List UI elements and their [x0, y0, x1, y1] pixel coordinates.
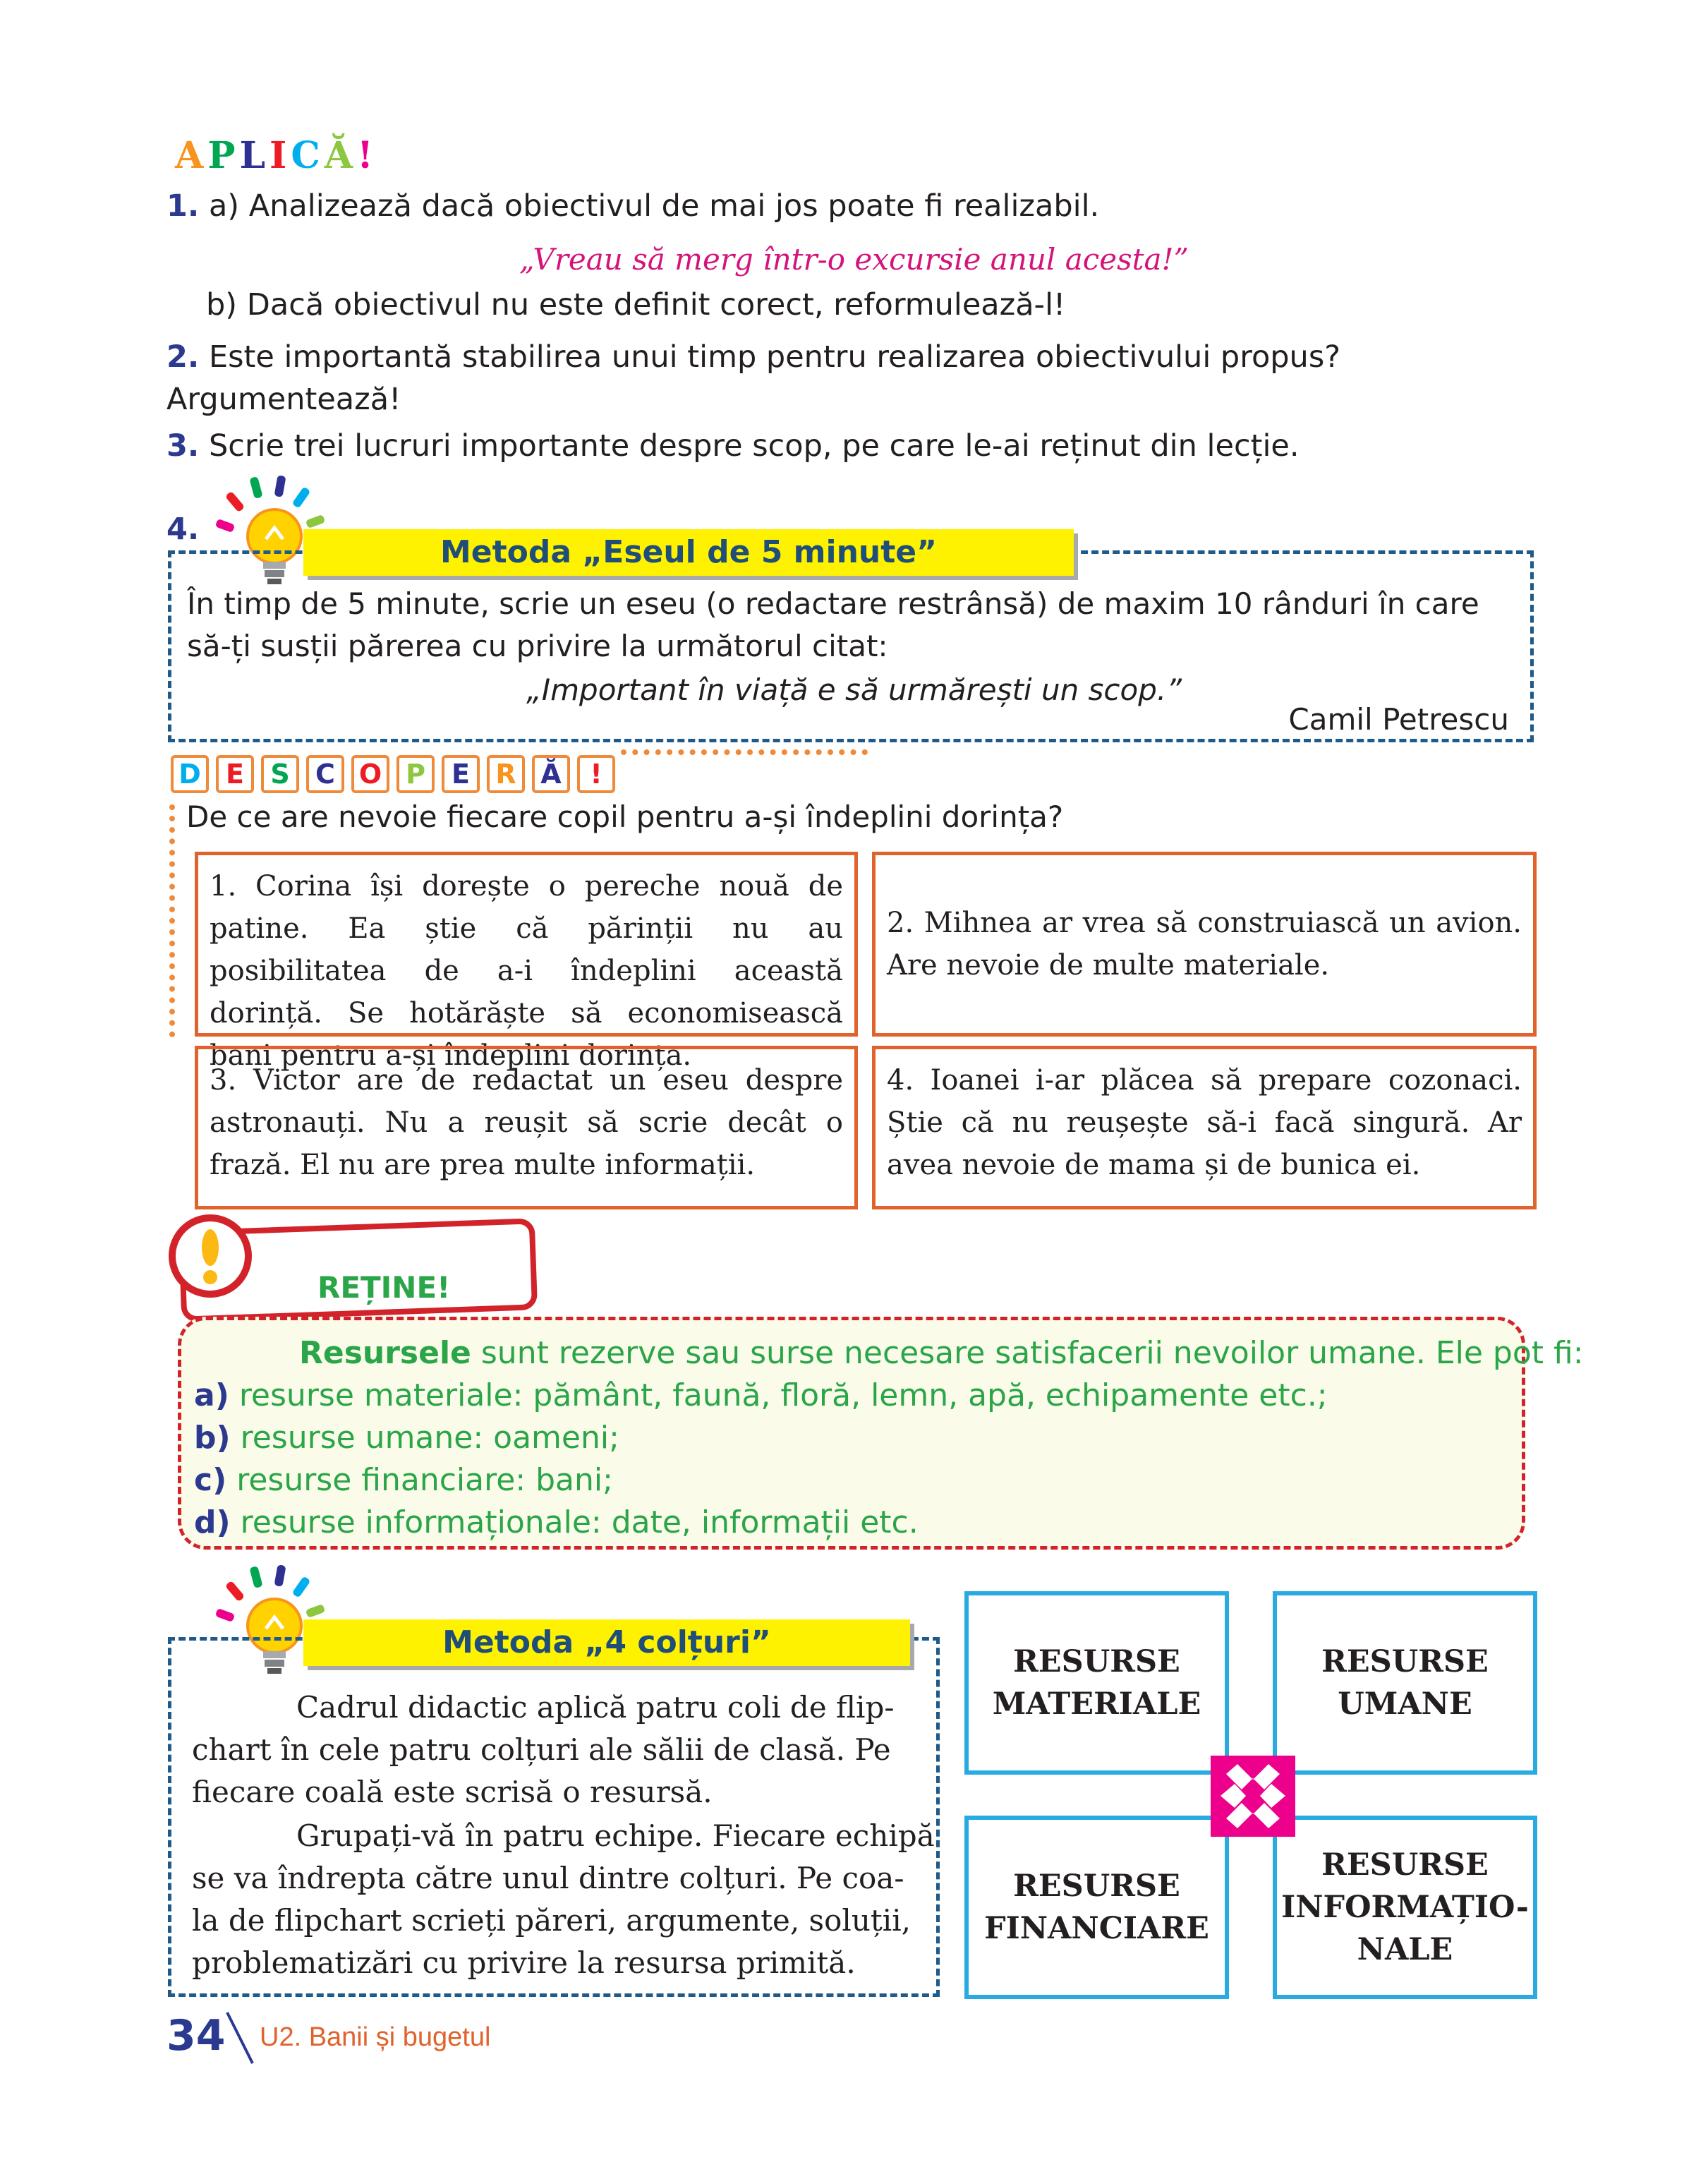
resource-label: RESURSE: [1013, 1644, 1180, 1679]
resource-label: FINANCIARE: [984, 1911, 1209, 1946]
retine-item: [194, 1502, 919, 1544]
aplica-letter: A: [175, 134, 208, 177]
method-eseu-text-line2: să-ți susții părerea cu privire la următorul citat:: [187, 629, 888, 663]
retine-item: [194, 1417, 619, 1459]
resource-label: INFORMAȚIO-: [1281, 1890, 1529, 1925]
resource-box-financiare: [964, 1816, 1229, 1999]
connector-cross-icon: [1211, 1756, 1295, 1837]
resource-label: UMANE: [1338, 1686, 1472, 1722]
resource-label: RESURSE: [1321, 1644, 1489, 1679]
descopera-letter: O: [351, 755, 389, 793]
aplica-letter: Ă: [324, 134, 358, 177]
retine-title: REȚINE!: [317, 1270, 451, 1305]
case-box-2: [872, 852, 1537, 1037]
retine-item-text: resurse informaționale: date, informații etc.: [240, 1504, 919, 1540]
exercise-1a-text: a) Analizează dacă obiectivul de mai jos poate fi realizabil.: [208, 188, 1100, 224]
unit-title: U2. Banii și bugetul: [260, 2022, 491, 2052]
retine-item-label: a): [194, 1377, 229, 1413]
descopera-letter: E: [216, 755, 254, 793]
aplica-letter: I: [269, 134, 291, 177]
retine-item: [194, 1375, 1328, 1417]
retine-item-label: c): [194, 1462, 227, 1498]
exercise-3: [166, 425, 1300, 467]
exercise-number: 1.: [166, 188, 200, 224]
exercise-4-number: 4.: [166, 512, 200, 547]
page-number: 34: [166, 2011, 226, 2060]
exercise-3-text: Scrie trei lucruri importante despre scop, pe care le-ai reținut din lecție.: [208, 428, 1300, 464]
retine-item-text: resurse materiale: pământ, faună, floră, lemn, apă, echipamente etc.;: [238, 1377, 1328, 1413]
method-eseu-title: Metoda „Eseul de 5 minute”: [303, 529, 1074, 576]
exercise-number: 3.: [166, 428, 200, 464]
descopera-question: De ce are nevoie fiecare copil pentru a-și îndeplini dorința?: [186, 799, 1064, 834]
retine-item-label: b): [194, 1420, 231, 1456]
method-4-colturi-text: Cadrul didactic aplică patru coli de flip-: [296, 1690, 895, 1725]
method-4-colturi-text: chart în cele patru colțuri ale sălii de clasă. Pe: [192, 1732, 891, 1767]
descopera-letter: D: [171, 755, 209, 793]
exercise-1: [166, 185, 1099, 227]
case-text-2: 2. Mihnea ar vrea să construiască un avion. Are nevoie de multe materiale.: [887, 907, 1522, 982]
resource-label: RESURSE: [1013, 1869, 1180, 1904]
resource-box-materiale: [964, 1591, 1229, 1775]
retine-item-text: resurse financiare: bani;: [236, 1462, 613, 1498]
dotted-divider: [621, 749, 868, 755]
retine-lead: [299, 1332, 1584, 1375]
retine-item-text: resurse umane: oameni;: [240, 1420, 619, 1456]
aplica-letter: C: [291, 134, 325, 177]
aplica-letter: L: [239, 134, 270, 177]
method-eseu-author: Camil Petrescu: [1288, 702, 1509, 737]
aplica-heading: [175, 134, 377, 177]
retine-item-label: d): [194, 1504, 231, 1540]
descopera-letter: !: [577, 755, 615, 793]
exercise-2-text: Este importantă stabilirea unui timp pentru realizarea obiectivului propus?: [208, 339, 1341, 375]
retine-lead-bold: Resursele: [299, 1335, 471, 1371]
dotted-divider: [169, 804, 175, 1037]
exercise-2: [166, 336, 1340, 378]
exercise-1b-text: b) Dacă obiectivul nu este definit corect, reformulează-l!: [206, 287, 1066, 322]
descopera-letter: S: [261, 755, 299, 793]
method-4-colturi-text: fiecare coală este scrisă o resursă.: [192, 1775, 713, 1809]
resource-label: NALE: [1357, 1932, 1453, 1967]
method-4-colturi-text: problematizări cu privire la resursa primită.: [192, 1945, 856, 1980]
exercise-2-text-cont: Argumentează!: [166, 382, 401, 417]
resource-box-informationale: [1273, 1816, 1537, 1999]
method-eseu-text-line1: În timp de 5 minute, scrie un eseu (o redactare restrânsă) de maxim 10 rânduri în care: [187, 586, 1479, 621]
descopera-letter: C: [306, 755, 344, 793]
exercise-number: 2.: [166, 339, 200, 375]
case-box-3: 3. Victor are de redactat un eseu despre astronauți. Nu a reușit să scrie decât o frază. El nu are prea multe informații.: [195, 1046, 858, 1209]
descopera-letter: Ă: [532, 755, 570, 793]
case-box-4: 4. Ioanei i-ar plăcea să prepare cozonaci. Știe că nu reușește să-i facă singură. Ar avea nevoie de mama și de bunica ei.: [872, 1046, 1537, 1209]
descopera-letter: E: [442, 755, 480, 793]
slash-divider: [224, 2010, 260, 2066]
exercise-1-quote: „Vreau să merg într-o excursie anul acesta!”: [519, 242, 1189, 277]
descopera-letter: P: [396, 755, 435, 793]
retine-item: [194, 1459, 613, 1502]
method-4-colturi-text: se va îndrepta către unul dintre colțuri. Pe coa-: [192, 1861, 904, 1895]
resource-label: RESURSE: [1321, 1847, 1489, 1883]
method-4-colturi-title: Metoda „4 colțuri”: [303, 1619, 910, 1666]
aplica-letter: !: [357, 134, 377, 177]
exclamation-icon: [166, 1212, 258, 1304]
resource-box-umane: [1273, 1591, 1537, 1775]
method-4-colturi-text: la de flipchart scrieți păreri, argumente, soluții,: [192, 1903, 911, 1938]
retine-lead-rest: sunt rezerve sau surse necesare satisfacerii nevoilor umane. Ele pot fi:: [471, 1335, 1584, 1371]
method-eseu-quote: „Important în viață e să urmărești un scop.”: [526, 672, 1182, 707]
descopera-letter: R: [487, 755, 525, 793]
aplica-letter: P: [207, 134, 240, 177]
method-4-colturi-text: Grupați-vă în patru echipe. Fiecare echipă: [296, 1818, 935, 1853]
case-box-1: 1. Corina își dorește o pereche nouă de patine. Ea știe că părinții nu au posibilitatea de a-i îndeplini această dorință. Se hotărăște să economisească bani pentru a-și îndeplini dorința.: [195, 852, 858, 1037]
resource-label: MATERIALE: [992, 1686, 1201, 1722]
